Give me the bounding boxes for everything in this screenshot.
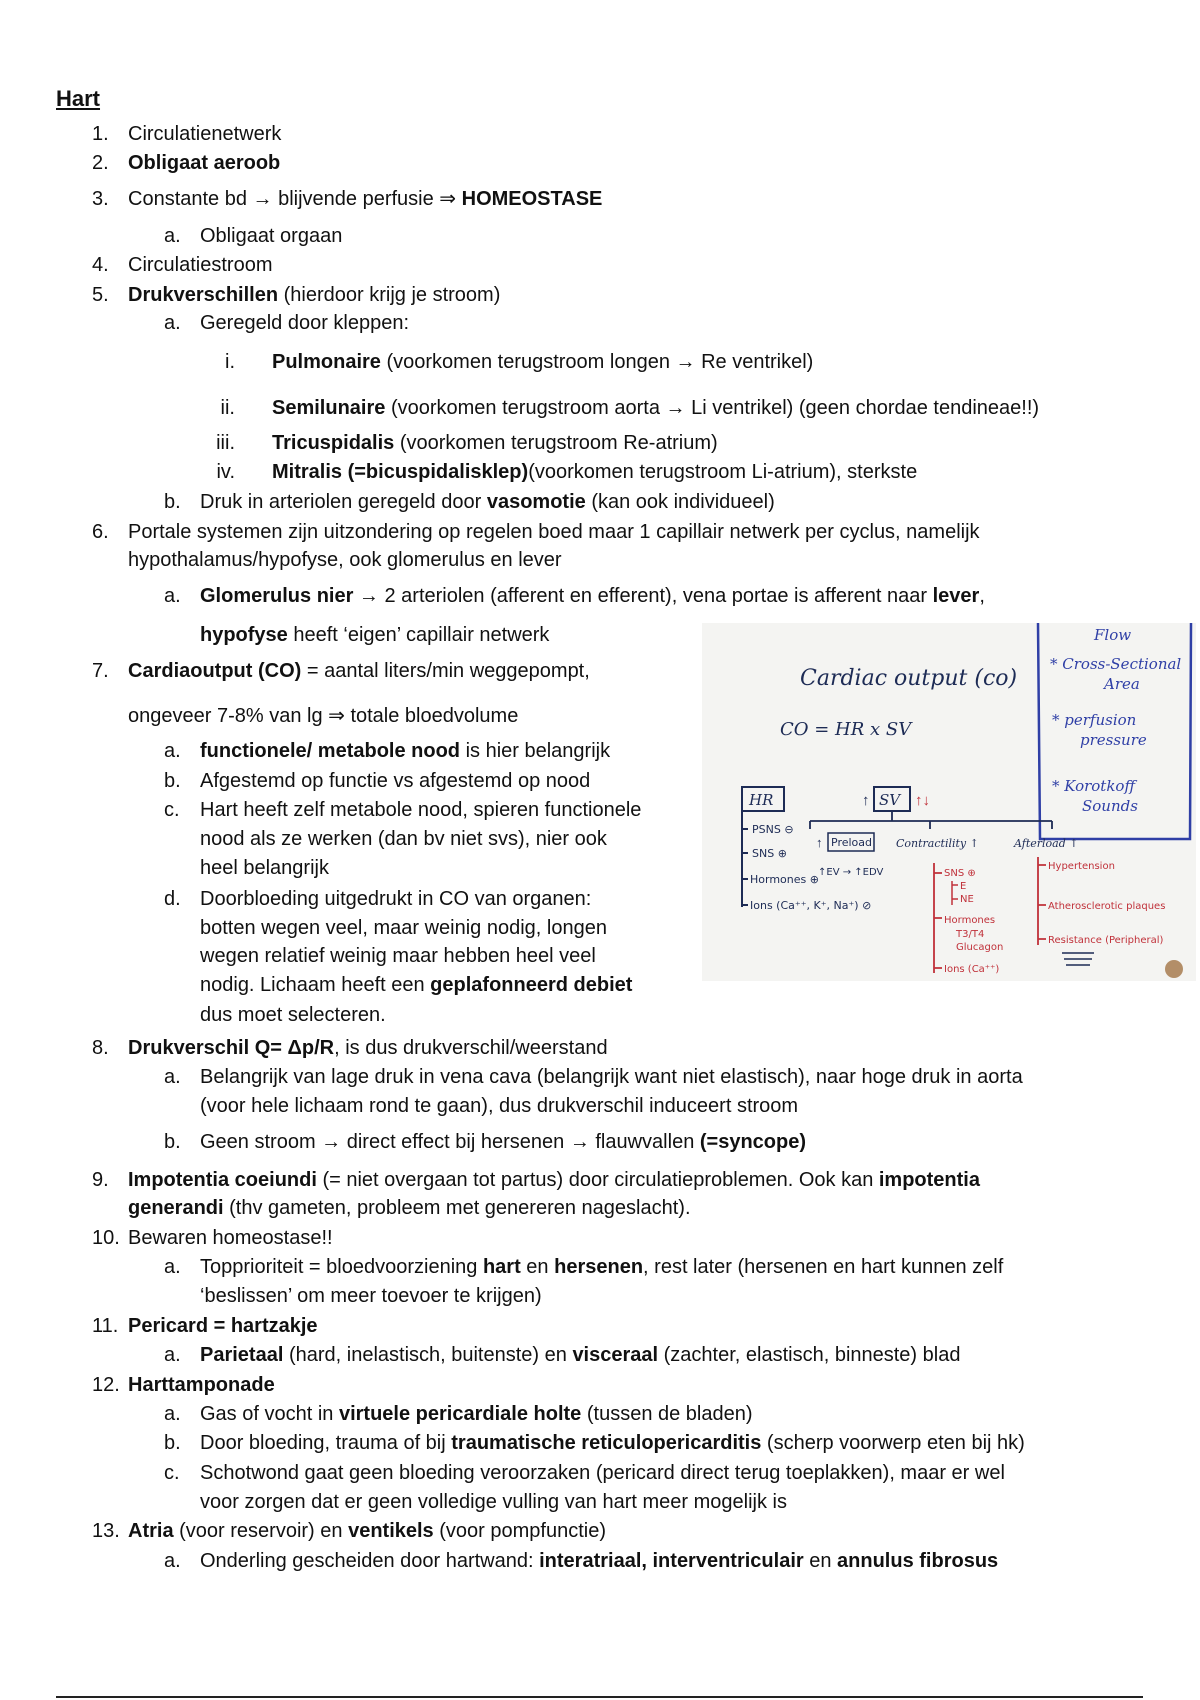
- sub-item: Doorbloeding uitgedrukt in CO van organen:: [200, 888, 592, 910]
- afterload-item: Resistance (Peripheral): [1048, 935, 1164, 946]
- sub-item-continued: heel belangrijk: [200, 857, 329, 879]
- item-number: 1.: [92, 123, 109, 145]
- hr-item: PSNS ⊖: [752, 823, 794, 836]
- item-number: 4.: [92, 254, 109, 276]
- afterload-item: Hypertension: [1048, 861, 1115, 872]
- sub-item: Geen stroom → direct effect bij hersenen → flauwvallen (=syncope): [200, 1131, 807, 1153]
- whiteboard-drawing: [702, 623, 1196, 981]
- hr-label: HR: [749, 791, 774, 809]
- sub-item-continued: botten wegen veel, maar weinig nodig, longen: [200, 917, 607, 939]
- whiteboard-photo: [702, 623, 1196, 981]
- list-item: Constante bd → blijvende perfusie ⇒ HOMEOSTASE: [128, 188, 603, 210]
- item-number: a.: [164, 585, 181, 607]
- sub-item: Hart heeft zelf metabole nood, spieren functionele: [200, 799, 642, 821]
- item-number: 2.: [92, 152, 109, 174]
- sub-item: Belangrijk van lage druk in vena cava (belangrijk want niet elastisch), naar hoge druk in aorta: [200, 1066, 1023, 1088]
- afterload-item: Atherosclerotic plaques: [1048, 901, 1166, 912]
- whiteboard-title: Cardiac output (co): [800, 666, 1018, 691]
- sub-sub-item: Tricuspidalis (voorkomen terugstroom Re-atrium): [272, 432, 718, 454]
- item-number: i.: [225, 351, 235, 373]
- list-item: Impotentia coeiundi (= niet overgaan tot partus) door circulatieproblemen. Ook kan impotentia: [128, 1169, 980, 1191]
- sub-item-continued: nodig. Lichaam heeft een geplafonneerd debiet: [200, 974, 633, 996]
- item-number: 13.: [92, 1520, 120, 1542]
- flow-label: Area: [1104, 675, 1140, 693]
- item-number: a.: [164, 740, 181, 762]
- list-item: Harttamponade: [128, 1374, 275, 1396]
- sub-item-continued: hypofyse heeft ‘eigen’ capillair netwerk: [200, 624, 550, 646]
- contractility-item: NE: [960, 894, 974, 905]
- item-number: 5.: [92, 284, 109, 306]
- sub-item-continued: ‘beslissen’ om meer toevoer te krijgen): [200, 1285, 542, 1307]
- item-number: d.: [164, 888, 181, 910]
- list-item: Drukverschil Q= Δp/R, is dus drukverschil/weerstand: [128, 1037, 608, 1059]
- list-item: Pericard = hartzakje: [128, 1315, 318, 1337]
- list-item-continued: hypothalamus/hypofyse, ook glomerulus en lever: [128, 549, 562, 571]
- item-number: a.: [164, 312, 181, 334]
- flow-label: * Korotkoff: [1052, 777, 1136, 795]
- item-number: a.: [164, 1256, 181, 1278]
- list-item: Obligaat aeroob: [128, 152, 281, 174]
- sub-item-continued: (voor hele lichaam rond te gaan), dus drukverschil induceert stroom: [200, 1095, 799, 1117]
- item-number: b.: [164, 1131, 181, 1153]
- preload-note: ↑EV → ↑EDV: [818, 867, 884, 878]
- sub-item: Door bloeding, trauma of bij traumatische reticulopericarditis (scherp voorwerp eten bij hk): [200, 1432, 1025, 1454]
- item-number: ii.: [220, 397, 235, 419]
- list-item: Drukverschillen (hierdoor krijg je stroom): [128, 284, 501, 306]
- item-number: b.: [164, 770, 181, 792]
- item-number: 11.: [92, 1315, 119, 1337]
- contractility-item: T3/T4: [956, 929, 985, 940]
- item-number: 6.: [92, 521, 109, 543]
- sub-sub-item: Pulmonaire (voorkomen terugstroom longen → Re ventrikel): [272, 351, 814, 373]
- footer-divider: [56, 1696, 1143, 1698]
- sub-item-continued: wegen relatief weinig maar hebben heel veel: [200, 945, 596, 967]
- flow-label: Sounds: [1082, 797, 1138, 815]
- contractility-item: SNS ⊕: [944, 868, 976, 879]
- hr-item: Hormones ⊕: [750, 873, 819, 886]
- item-number: 10.: [92, 1227, 120, 1249]
- hr-item: SNS ⊕: [752, 847, 787, 860]
- list-item: Circulatiestroom: [128, 254, 273, 276]
- item-number: 8.: [92, 1037, 109, 1059]
- sub-item-continued: nood als ze werken (dan bv niet svs), nier ook: [200, 828, 607, 850]
- sub-item-continued: voor zorgen dat er geen volledige vulling van hart meer mogelijk is: [200, 1491, 787, 1513]
- list-item-continued: generandi (thv gameten, probleem met genereren nageslacht).: [128, 1197, 691, 1219]
- page-title: Hart: [56, 86, 101, 111]
- contractility-label: Contractility ↑: [896, 837, 979, 850]
- afterload-label: Afterload ↑: [1014, 837, 1079, 850]
- item-number: a.: [164, 1550, 181, 1572]
- contractility-item: Glucagon: [956, 942, 1004, 953]
- item-number: b.: [164, 1432, 181, 1454]
- sub-item: Druk in arteriolen geregeld door vasomotie (kan ook individueel): [200, 491, 775, 513]
- sub-item: Gas of vocht in virtuele pericardiale holte (tussen de bladen): [200, 1403, 753, 1425]
- item-number: b.: [164, 491, 181, 513]
- sub-item: Obligaat orgaan: [200, 225, 343, 247]
- list-item: Portale systemen zijn uitzondering op regelen boed maar 1 capillair netwerk per cyclus, namelijk: [128, 521, 980, 543]
- sv-label: SV: [879, 791, 901, 809]
- item-number: c.: [164, 799, 180, 821]
- up-arrow-icon: ↑: [862, 792, 870, 809]
- list-item: Circulatienetwerk: [128, 123, 282, 145]
- contractility-item: E: [960, 881, 967, 892]
- sub-item-continued: dus moet selecteren.: [200, 1004, 386, 1026]
- up-down-arrow-icon: ↑↓: [915, 792, 930, 809]
- sub-sub-item: Mitralis (=bicuspidalisklep)(voorkomen terugstroom Li-atrium), sterkste: [272, 461, 918, 483]
- sub-item: Parietaal (hard, inelastisch, buitenste) en visceraal (zachter, elastisch, binneste) blad: [200, 1344, 961, 1366]
- list-item: Cardiaoutput (CO) = aantal liters/min weggepompt,: [128, 660, 590, 682]
- item-number: 9.: [92, 1169, 109, 1191]
- item-number: iv.: [216, 461, 235, 483]
- up-arrow-icon: ↑: [816, 835, 823, 850]
- item-number: 12.: [92, 1374, 120, 1396]
- item-number: 7.: [92, 660, 109, 682]
- flow-label: * perfusion: [1052, 711, 1137, 729]
- item-number: iii.: [216, 432, 235, 454]
- sub-item: Afgestemd op functie vs afgestemd op nood: [200, 770, 591, 792]
- preload-label: Preload: [831, 836, 872, 849]
- contractility-item: Hormones: [944, 915, 996, 926]
- list-item: Bewaren homeostase!!: [128, 1227, 333, 1249]
- sub-item: functionele/ metabole nood is hier belangrijk: [200, 740, 611, 762]
- sub-sub-item: Semilunaire (voorkomen terugstroom aorta → Li ventrikel) (geen chordae tendineae!!): [272, 397, 1040, 419]
- whiteboard-formula: CO = HR x SV: [780, 719, 912, 740]
- sub-item: Schotwond gaat geen bloeding veroorzaken (pericard direct terug toeplakken), maar er wel: [200, 1462, 1005, 1484]
- sub-item: Geregeld door kleppen:: [200, 312, 410, 334]
- item-number: a.: [164, 1066, 181, 1088]
- item-number: a.: [164, 1403, 181, 1425]
- sub-item: Glomerulus nier → 2 arteriolen (afferent en efferent), vena portae is afferent naar lever,: [200, 585, 985, 607]
- hr-item: Ions (Ca⁺⁺, K⁺, Na⁺) ⊘: [750, 899, 872, 912]
- sub-item: Topprioriteit = bloedvoorziening hart en hersenen, rest later (hersenen en hart kunnen zelf: [200, 1256, 1004, 1278]
- item-number: c.: [164, 1462, 180, 1484]
- flow-label: * Cross-Sectional: [1050, 655, 1182, 673]
- flow-label: pressure: [1080, 731, 1147, 749]
- list-item-continued: ongeveer 7-8% van lg ⇒ totale bloedvolume: [128, 705, 519, 727]
- flow-label: Flow: [1094, 626, 1132, 644]
- list-item: Atria (voor reservoir) en ventikels (voor pompfunctie): [128, 1520, 606, 1542]
- item-number: 3.: [92, 188, 109, 210]
- contractility-item: Ions (Ca⁺⁺): [944, 964, 1000, 975]
- cursor-dot: [1165, 960, 1183, 978]
- sub-item: Onderling gescheiden door hartwand: interatriaal, interventriculair en annulus fibrosus: [200, 1550, 999, 1572]
- item-number: a.: [164, 225, 181, 247]
- item-number: a.: [164, 1344, 181, 1366]
